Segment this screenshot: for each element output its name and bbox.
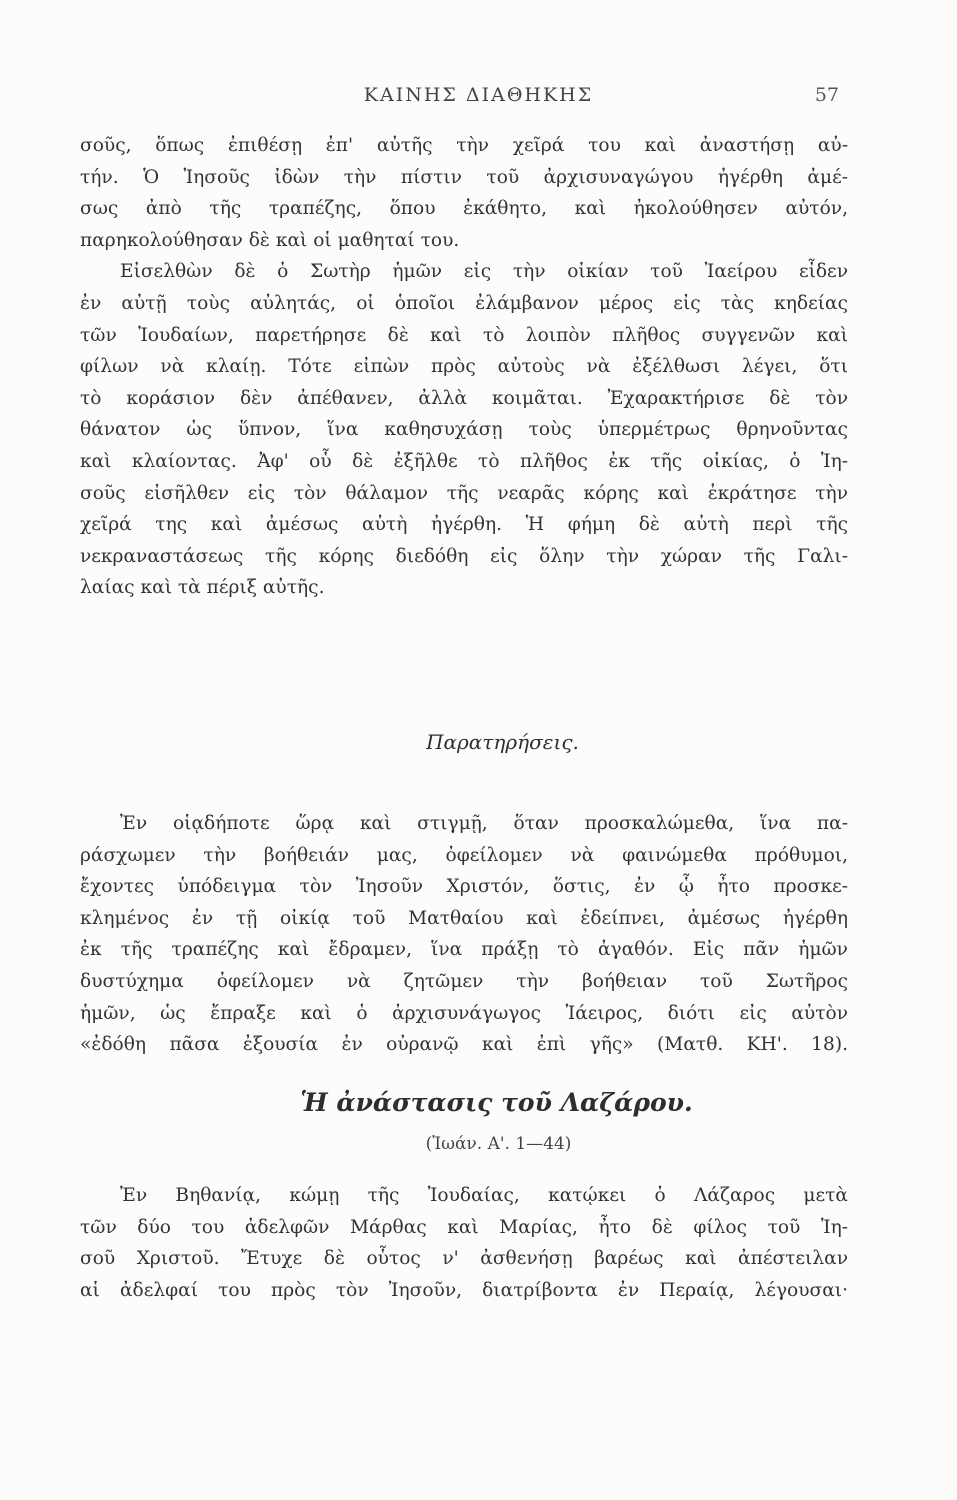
page-number: 57 [814,84,839,106]
text-line: σοῦ Χριστοῦ. Ἔτυχε δὲ οὗτος ν' ἀσθενήσῃ βαρέως καὶ ἀπέστειλαν [80,1248,848,1270]
text-line: Ἐν Βηθανίᾳ, κώμῃ τῆς Ἰουδαίας, κατῴκει ὁ Λάζαρος μετὰ [120,1185,848,1206]
text-line: ἔχοντες ὑπόδειγμα τὸν Ἰησοῦν Χριστόν, ὅστις, ἐν ᾧ ἦτο προσκε- [80,876,848,898]
text-line: παρηκολούθησαν δὲ καὶ οἱ μαθηταί του. [80,229,460,251]
text-line: «ἐδόθη πᾶσα ἐξουσία ἐν οὐρανῷ καὶ ἐπὶ γῆς» (Ματθ. ΚΗ'. 18). [80,1034,848,1056]
paragraph-block-lazarus [80,1180,848,1306]
text-line: Εἰσελθὼν δὲ ὁ Σωτὴρ ἡμῶν εἰς τὴν οἰκίαν τοῦ Ἰαείρου εἶδεν [120,261,848,283]
section-heading-lazarus: Ἡ ἀνάστασις τοῦ Λαζάρου. [300,1088,693,1117]
text-line: τήν. Ὁ Ἰησοῦς ἰδὼν τὴν πίστιν τοῦ ἀρχισυναγώγου ἠγέρθη ἀμέ- [80,166,848,188]
text-line: αἱ ἀδελφαί του πρὸς τὸν Ἰησοῦν, διατρίβοντα ἐν Περαίᾳ, λέγουσαι· [80,1279,848,1301]
text-line: ἡμῶν, ὡς ἔπραξε καὶ ὁ ἀρχισυνάγωγος Ἰάειρος, διότι εἰς αὐτὸν [80,1002,848,1024]
text-line: κλημένος ἐν τῇ οἰκίᾳ τοῦ Ματθαίου καὶ ἐδείπνει, ἀμέσως ἠγέρθη [80,907,848,929]
running-head [0,84,957,114]
text-line: τῶν Ἰουδαίων, παρετήρησε δὲ καὶ τὸ λοιπὸν πλῆθος συγγενῶν καὶ [80,324,848,346]
text-line: τὸ κοράσιον δὲν ἀπέθανεν, ἀλλὰ κοιμᾶται. Ἐχαρακτήρισε δὲ τὸν [80,387,848,409]
text-line: ἐκ τῆς τραπέζης καὶ ἔδραμεν, ἵνα πράξῃ τὸ ἀγαθόν. Εἰς πᾶν ἡμῶν [80,939,848,961]
text-line: τῶν δύο του ἀδελφῶν Μάρθας καὶ Μαρίας, ἦτο δὲ φίλος τοῦ Ἰη- [80,1216,848,1238]
text-line: ἐν αὐτῇ τοὺς αὐλητάς, οἱ ὁποῖοι ἐλάμβανον μέρος εἰς τὰς κηδείας [80,292,848,314]
text-line: Ἐν οἱᾳδήποτε ὥρᾳ καὶ στιγμῇ, ὅταν προσκαλώμεθα, ἵνα πα- [120,813,848,834]
text-line: νεκραναστάσεως τῆς κόρης διεδόθη εἰς ὅλην τὴν χώραν τῆς Γαλι- [80,545,848,567]
text-line: δυστύχημα ὀφείλομεν νὰ ζητῶμεν τὴν βοήθειαν τοῦ Σωτῆρος [80,970,848,992]
text-line: φίλων νὰ κλαίῃ. Τότε εἰπὼν πρὸς αὐτοὺς νὰ ἐξέλθωσι λέγει, ὅτι [80,356,848,378]
paragraph-block-jairus [80,130,848,604]
text-line: καὶ κλαίοντας. Ἀφ' οὗ δὲ ἐξῆλθε τὸ πλῆθος ἐκ τῆς οἰκίας, ὁ Ἰη- [80,450,848,472]
text-line: χεῖρά της καὶ ἀμέσως αὐτὴ ἠγέρθη. Ἡ φήμη δὲ αὐτὴ περὶ τῆς [80,514,848,536]
text-line: θάνατον ὡς ὕπνον, ἵνα καθησυχάσῃ τοὺς ὑπερμέτρως θρηνοῦντας [80,419,848,441]
scripture-reference: (Ἰωάν. Α'. 1—44) [425,1134,572,1154]
paragraph-block-remarks [80,808,848,1061]
text-line: λαίας καὶ τὰ πέριξ αὐτῆς. [80,577,325,599]
text-line: σοῦς εἰσῆλθεν εἰς τὸν θάλαμον τῆς νεαρᾶς κόρης καὶ ἐκράτησε τὴν [80,482,848,504]
section-heading-remarks: Παρατηρήσεις. [426,730,579,754]
text-line: ράσχωμεν τὴν βοήθειάν μας, ὀφείλομεν νὰ φαινώμεθα πρόθυμοι, [80,844,848,866]
running-title: ΚΑΙΝΗΣ ΔΙΑΘΗΚΗΣ [363,84,594,106]
text-line: σως ἀπὸ τῆς τραπέζης, ὅπου ἐκάθητο, καὶ ἠκολούθησεν αὐτόν, [80,198,848,220]
text-line: σοῦς, ὅπως ἐπιθέσῃ ἐπ' αὐτῆς τὴν χεῖρά του καὶ ἀναστήσῃ αὐ- [80,135,848,156]
